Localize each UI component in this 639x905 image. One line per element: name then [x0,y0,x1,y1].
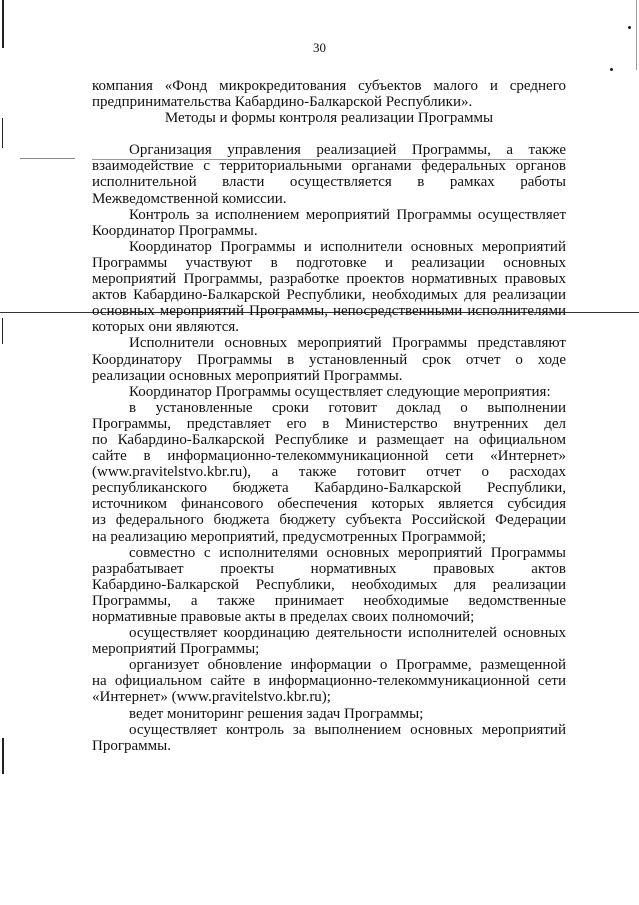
paragraph-line: актов Кабардино-Балкарской Республики, необходимых для реализации [92,287,566,304]
spacer [92,126,566,142]
paragraph-line: совместно с исполнителями основных мероприятий Программы [129,544,566,561]
paragraph-line: (www.pravitelstvo.kbr.ru), а также готовит отчет о расходах [92,464,566,481]
paragraph-line: осуществляет контроль за выполнением основных мероприятий [129,721,566,738]
paragraph-line: организует обновление информации о Программе, размещенной [129,657,566,674]
scan-mark-left-bottom [2,738,4,774]
page-number: 30 [313,40,326,55]
paragraph-line: осуществляет координацию деятельности исполнителей основных [129,625,566,642]
paragraph-line: на реализацию мероприятий, предусмотренных Программой; [92,528,487,545]
paragraph-line: исполнительной власти осуществляется в рамках работы [92,174,566,191]
scan-mark-right-dot [610,68,613,71]
paragraph-line: из федерального бюджета бюджету субъекта Российской Федерации [92,512,566,529]
paragraph-line: Исполнители основных мероприятий Программы представляют [129,335,566,352]
scan-mark-left-mid [2,118,3,148]
paragraph-organization [92,142,566,206]
paragraph-executors [92,335,566,383]
paragraph-update-info [92,657,566,705]
paragraph-line: взаимодействие с территориальными органами федеральных органов [92,158,566,175]
paragraph-report [92,400,566,545]
paragraph-line: Координатор Программы и исполнители основных мероприятий [129,238,566,255]
paragraph-line: республиканского бюджета Кабардино-Балкарской Республики, [92,480,566,497]
paragraph-line: Программы. [92,737,171,754]
paragraph-line: Контроль за исполнением мероприятий Программы осуществляет [129,206,566,223]
paragraph-line: Координатор Программы. [92,222,258,239]
paragraph-line: Программы, представляет его в Министерство внутренних дел [92,415,566,432]
paragraph-line: Кабардино-Балкарской Республики, необходимых для реализации [92,576,566,593]
paragraph-line: Межведомственной комиссии. [92,190,287,207]
document-body [92,78,566,754]
paragraph-line: источником финансового обеспечения которых является субсидия [92,496,566,513]
paragraph-line: по Кабардино-Балкарской Республике и размещает на официальном [92,431,566,448]
paragraph-line: Координатор Программы осуществляет следующие мероприятия: [129,383,551,400]
paragraph-coordination [92,625,566,657]
paragraph-supervision [92,722,566,754]
paragraph-line: «Интернет» (www.pravitelstvo.kbr.ru); [92,689,331,706]
paragraph-line: в установленные сроки готовит доклад о выполнении [129,399,566,416]
paragraph-line: основных мероприятий Программы, непосредственными исполнителями [92,303,566,320]
scan-mark-left-low [2,318,3,344]
intro-line-2: предпринимательства Кабардино-Балкарской Республики». [92,94,473,111]
scan-mark-right-line [636,0,637,70]
paragraph-line: Координатору Программы в установленный срок отчет о ходе [92,351,566,368]
paragraph-coordinator [92,239,566,336]
paragraph-line: нормативные правовые акты в пределах своих полномочий; [92,609,475,625]
paragraph-control [92,207,566,239]
paragraph-line: Программы, а также принимает необходимые ведомственные [92,592,566,609]
paragraph-legal-acts [92,545,566,625]
section-heading: Методы и формы контроля реализации Программы [164,110,494,127]
paragraph-line: Организация управления реализацией Программы, а также [129,142,566,159]
scan-mark-right-top [628,26,631,29]
paragraph-line: мероприятий Программы; [92,641,260,658]
paragraph-monitoring [92,706,566,722]
scan-mark-left-dash [20,158,75,159]
paragraph-line: мероприятий Программы, разработке проектов нормативных правовых [92,271,566,288]
paragraph-line: на официальном сайте в информационно-телекоммуникационной сети [92,673,566,690]
paragraph-measures-intro [92,384,566,400]
paragraph-line: реализации основных мероприятий Программы. [92,367,403,384]
paragraph-line: ведет мониторинг решения задач Программы; [129,705,424,722]
paragraph-line: Программы участвуют в подготовке и реализации основных [92,254,566,271]
paragraph-line: сайте в информационно-телекоммуникационной сети «Интернет» [92,448,566,465]
intro-line-1: компания «Фонд микрокредитования субъектов малого и среднего [92,78,566,94]
paragraph-line: которых они являются. [92,319,240,336]
paragraph-line: разрабатывает проекты нормативных правовых актов [92,560,566,577]
